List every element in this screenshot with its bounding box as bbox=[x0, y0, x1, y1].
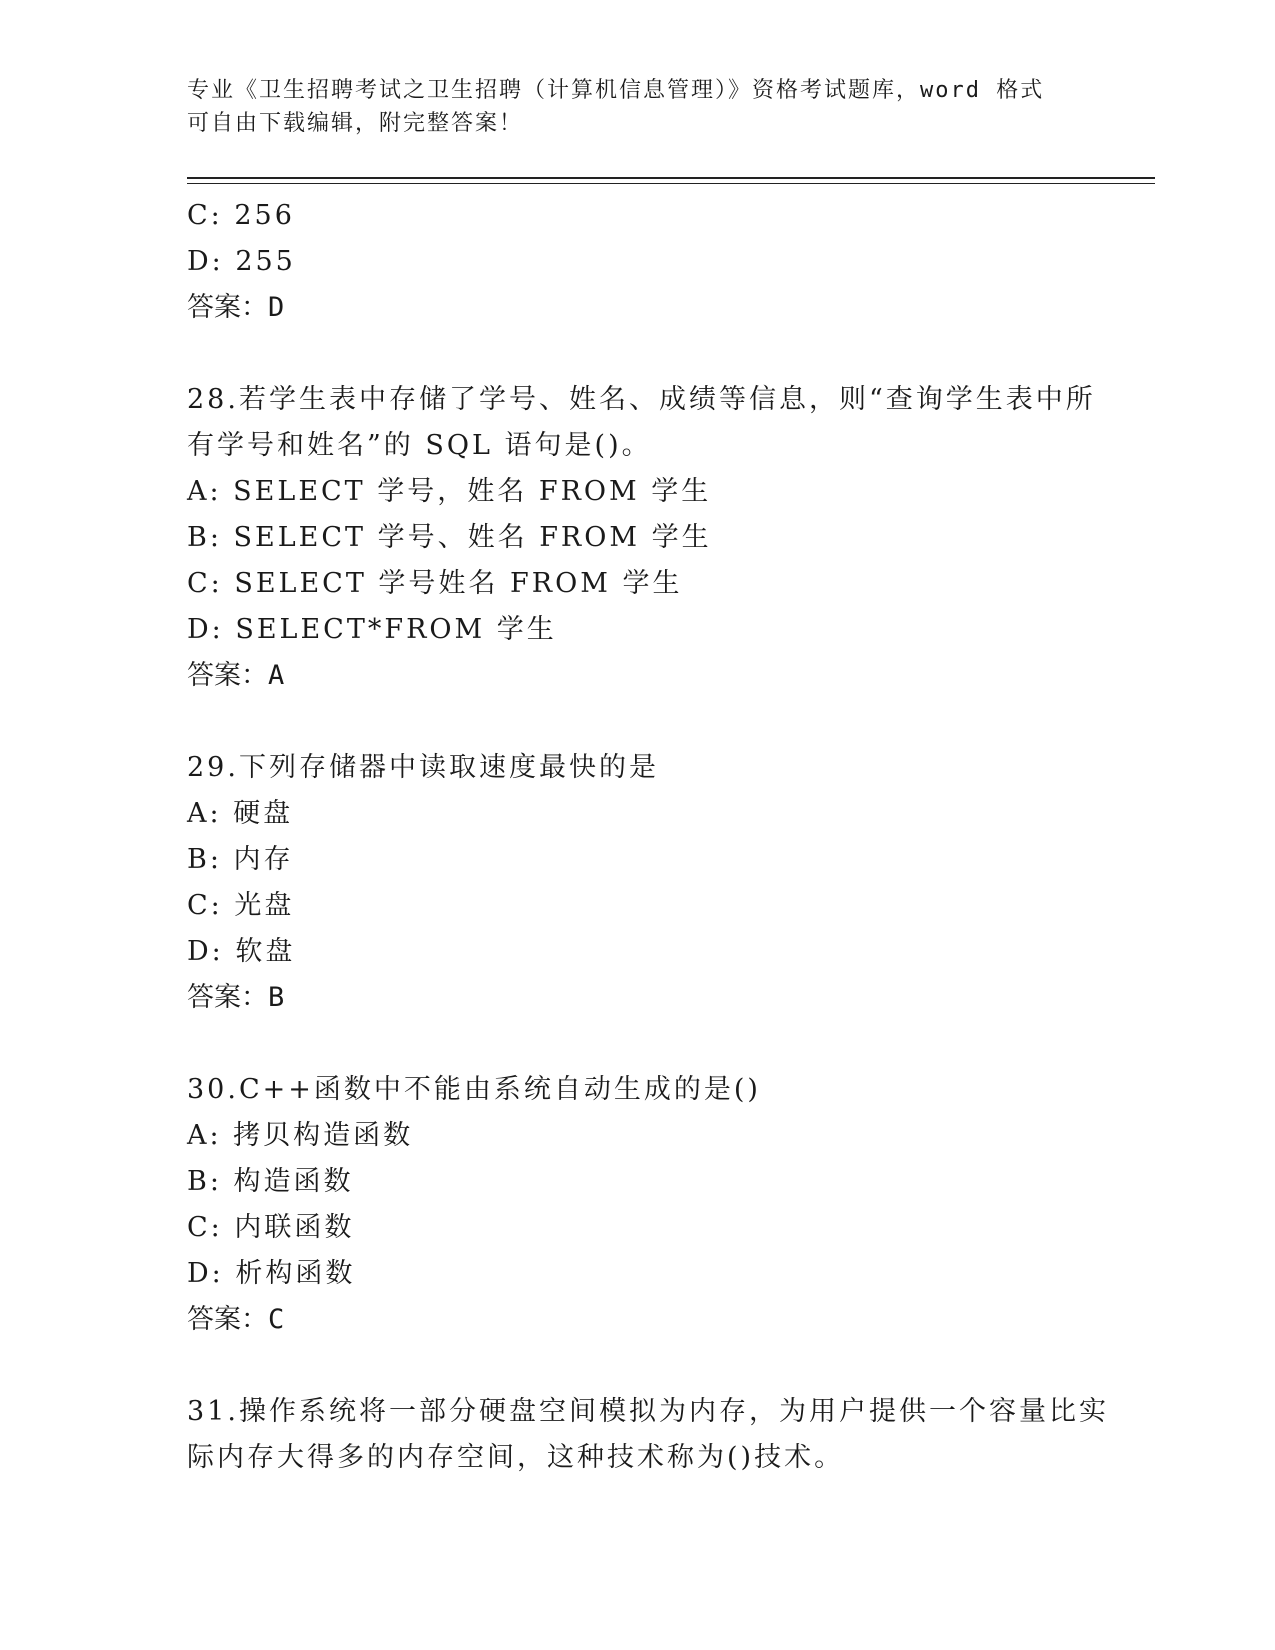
question-stem-line: 31.操作系统将一部分硬盘空间模拟为内存，为用户提供一个容量比实 bbox=[187, 1396, 1109, 1427]
question-30 bbox=[187, 1067, 1147, 1343]
header-rule-thick bbox=[187, 177, 1155, 179]
option-c: C: 光盘 bbox=[187, 890, 295, 921]
question-stem-line: 有学号和姓名”的 SQL 语句是()。 bbox=[187, 430, 652, 461]
question-29 bbox=[187, 745, 1147, 1021]
header-line-2: 可自由下载编辑，附完整答案！ bbox=[187, 111, 524, 136]
answer-line: 答案：D bbox=[187, 292, 285, 323]
option-b: B: SELECT 学号、姓名 FROM 学生 bbox=[187, 522, 712, 553]
option-a: A: 硬盘 bbox=[187, 798, 294, 829]
question-28 bbox=[187, 377, 1147, 699]
question-stem-line: 29.下列存储器中读取速度最快的是 bbox=[187, 752, 659, 783]
question-stem-line: 际内存大得多的内存空间，这种技术称为()技术。 bbox=[187, 1442, 845, 1473]
answer-line: 答案：C bbox=[187, 1304, 285, 1335]
answer-line: 答案：B bbox=[187, 982, 285, 1013]
option-d: D: 255 bbox=[187, 246, 296, 277]
option-b: B: 内存 bbox=[187, 844, 294, 875]
option-b: B: 构造函数 bbox=[187, 1166, 354, 1197]
header-rule-thin bbox=[187, 183, 1155, 184]
spacer bbox=[187, 1343, 1147, 1389]
option-a: A: 拷贝构造函数 bbox=[187, 1120, 414, 1151]
question-31 bbox=[187, 1389, 1147, 1481]
spacer bbox=[187, 1021, 1147, 1067]
option-c: C: 256 bbox=[187, 200, 295, 231]
question-stem-line: 28.若学生表中存储了学号、姓名、成绩等信息，则“查询学生表中所 bbox=[187, 384, 1096, 415]
option-d: D: SELECT*FROM 学生 bbox=[187, 614, 557, 645]
spacer bbox=[187, 699, 1147, 745]
option-d: D: 析构函数 bbox=[187, 1258, 356, 1289]
document-header bbox=[187, 74, 1087, 140]
question-stem-line: 30.C++函数中不能由系统自动生成的是() bbox=[187, 1074, 761, 1105]
question-content bbox=[187, 193, 1147, 1481]
answer-line: 答案：A bbox=[187, 660, 285, 691]
spacer bbox=[187, 331, 1147, 377]
option-d: D: 软盘 bbox=[187, 936, 296, 967]
option-c: C: SELECT 学号姓名 FROM 学生 bbox=[187, 568, 683, 599]
option-a: A: SELECT 学号，姓名 FROM 学生 bbox=[187, 476, 712, 507]
header-line-1: 专业《卫生招聘考试之卫生招聘（计算机信息管理）》资格考试题库，word 格式 bbox=[187, 78, 1045, 103]
option-c: C: 内联函数 bbox=[187, 1212, 355, 1243]
